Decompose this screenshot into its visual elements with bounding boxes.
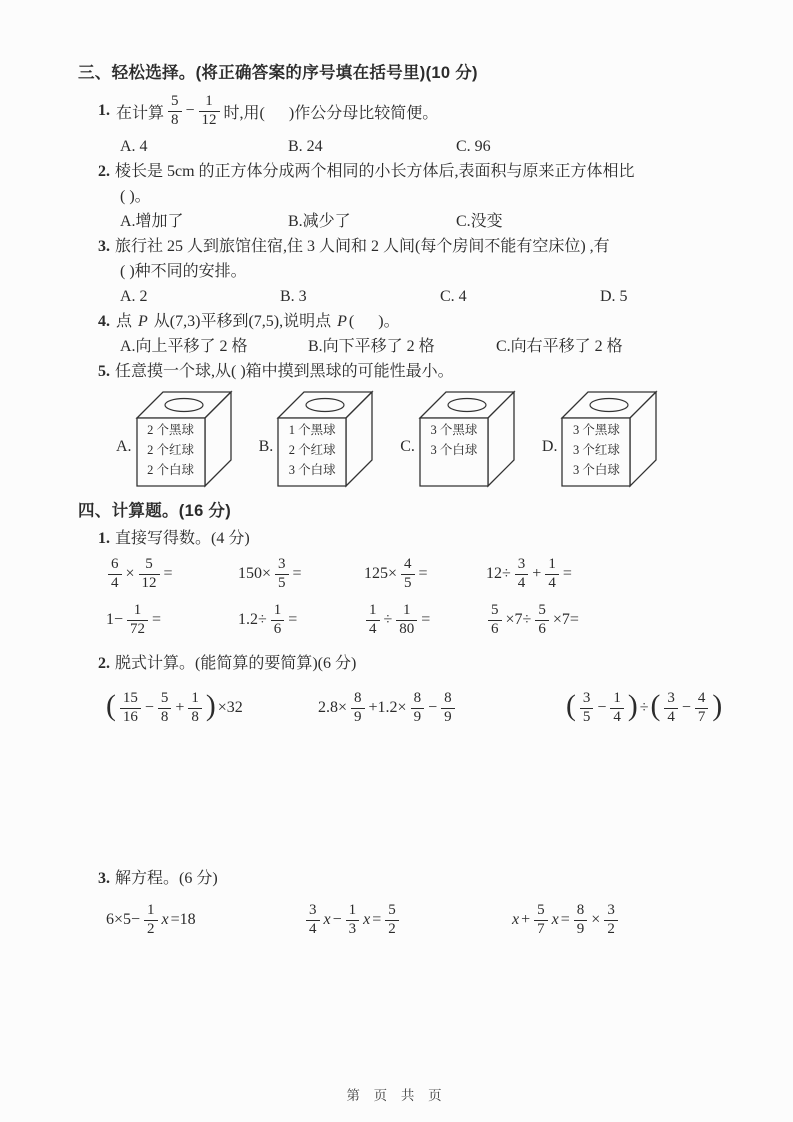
math-fraction: $\frac{1}{6}$ <box>271 603 285 638</box>
q1-option-c: C. 96 <box>456 138 491 155</box>
q2-option-c: C.没变 <box>456 213 503 230</box>
question-2-number: 2. <box>98 163 110 180</box>
question-1-options <box>120 134 739 159</box>
math-text: 从(7,3)平移到(7,5),说明点 <box>149 313 336 330</box>
math-text: ÷ <box>639 699 649 716</box>
math-text: 150× <box>238 565 272 582</box>
sub2-label <box>98 651 739 676</box>
math-text: = <box>421 611 431 628</box>
question-4 <box>98 309 739 334</box>
math-fraction: $\frac{8}{9}$ <box>351 691 365 726</box>
math-fraction: $\frac{3}{4}$ <box>306 903 320 938</box>
math-fraction: $\frac{8}{9}$ <box>574 903 588 938</box>
q1-option-a: A. 4 <box>120 138 148 155</box>
sub3-label <box>98 866 739 891</box>
box-a-line-1: 2 个黑球 <box>147 423 194 437</box>
math-fraction: $\frac{1}{4}$ <box>545 557 559 592</box>
math-fraction: $\frac{3}{4}$ <box>664 691 678 726</box>
math-fraction: $\frac{1}{4}$ <box>366 603 380 638</box>
math-paren: ) <box>627 689 638 722</box>
box-a-drawing <box>135 390 235 488</box>
math-fraction: $\frac{5}{6}$ <box>535 603 549 638</box>
math-fraction: $\frac{8}{9}$ <box>441 691 455 726</box>
box-d-line-3: 3 个白球 <box>573 463 620 477</box>
math-text: − <box>332 911 342 928</box>
sub1-label <box>98 526 739 551</box>
question-2-blank: ( )。 <box>120 188 151 205</box>
q3-option-a: A. 2 <box>120 288 148 305</box>
math-text: = <box>562 565 572 582</box>
math-text: 6×5− <box>106 911 141 928</box>
calc-expr-1-4 <box>485 557 573 592</box>
question-3-text: 旅行社 25 人到旅馆住宿,住 3 人间和 2 人间(每个房间不能有空床位) ,有 <box>115 238 610 255</box>
math-variable: P <box>138 313 148 330</box>
math-text: ×32 <box>217 699 243 716</box>
equation-3 <box>511 903 621 938</box>
section4-heading: 四、计算题。(16 分) <box>78 502 232 520</box>
box-c-drawing <box>418 390 518 488</box>
math-text: = <box>152 611 162 628</box>
math-text: 在计算 <box>116 104 165 122</box>
question-3-blank: ( )种不同的安排。 <box>120 263 247 280</box>
equation-row <box>105 895 739 945</box>
math-text: − <box>144 699 154 716</box>
question-2-options <box>120 209 739 234</box>
q4-option-b: B.向下平移了 2 格 <box>308 338 435 355</box>
stepwise-expr-1 <box>105 691 317 726</box>
math-variable: x <box>512 911 520 928</box>
question-2-text: 棱长是 5cm 的正方体分成两个相同的小长方体后,表面积与原来正方体相比 <box>115 163 635 180</box>
q2-option-b: B.减少了 <box>288 213 351 230</box>
math-text: +1.2× <box>368 699 407 716</box>
math-text: + <box>532 565 542 582</box>
math-text: − <box>185 102 195 119</box>
math-text: + <box>521 911 531 928</box>
math-paren: ) <box>712 689 723 722</box>
q4-option-a: A.向上平移了 2 格 <box>120 338 248 355</box>
math-fraction: $\frac{1}{72}$ <box>127 603 148 638</box>
q1-option-b: B. 24 <box>288 138 323 155</box>
question-2 <box>98 159 739 184</box>
math-text: = <box>372 911 382 928</box>
math-text: = <box>292 565 302 582</box>
math-text: = <box>288 611 298 628</box>
question-3-options <box>120 284 739 309</box>
sub2-number: 2. <box>98 655 110 672</box>
math-text: 12÷ <box>486 565 511 582</box>
box-b-line-3: 3 个白球 <box>288 463 336 477</box>
q3-option-b: B. 3 <box>280 288 307 305</box>
math-paren: ( <box>566 689 576 722</box>
box-c-label: C. <box>400 438 415 455</box>
equation-2 <box>303 903 511 938</box>
math-fraction: $\frac{15}{16}$ <box>120 691 141 726</box>
math-fraction: $\frac{5}{8}$ <box>168 94 182 129</box>
math-fraction: $\frac{3}{5}$ <box>275 557 289 592</box>
stepwise-expr-3 <box>565 691 723 726</box>
math-text: ×7= <box>552 611 579 628</box>
equation-1 <box>105 903 303 938</box>
math-fraction: $\frac{1}{8}$ <box>188 691 202 726</box>
ball-box-b <box>259 390 377 492</box>
math-text: = <box>560 911 570 928</box>
box-b-label: B. <box>258 438 274 455</box>
box-c-line-2: 3 个白球 <box>430 443 478 457</box>
math-variable: P <box>337 313 347 330</box>
math-variable: x <box>551 911 559 928</box>
box-b-contents <box>279 420 345 480</box>
box-d-label: D. <box>541 438 558 455</box>
question-4-text <box>115 313 401 330</box>
sub3-number: 3. <box>98 870 110 887</box>
math-text: 1.2÷ <box>238 611 267 628</box>
math-fraction: $\frac{1}{3}$ <box>346 903 360 938</box>
question-1-number: 1. <box>98 102 110 119</box>
math-text: 1− <box>106 611 124 628</box>
math-fraction: $\frac{3}{4}$ <box>515 557 529 592</box>
box-d-contents <box>563 420 629 480</box>
math-fraction: $\frac{8}{9}$ <box>411 691 425 726</box>
box-b-line-1: 1 个黑球 <box>288 423 336 437</box>
page-footer: 第 页 共 页 <box>346 1088 447 1103</box>
question-5 <box>98 359 739 384</box>
math-fraction: $\frac{5}{8}$ <box>158 691 172 726</box>
sub1-number: 1. <box>98 530 110 547</box>
math-text: ( )。 <box>348 313 400 330</box>
math-variable: x <box>363 911 371 928</box>
stepwise-expr-2 <box>317 691 565 726</box>
math-fraction: $\frac{3}{5}$ <box>580 691 594 726</box>
math-fraction: $\frac{6}{4}$ <box>108 557 122 592</box>
math-text: 点 <box>116 313 137 330</box>
box-a-contents <box>138 420 204 480</box>
math-fraction: $\frac{1}{80}$ <box>396 603 417 638</box>
calc-row-2 <box>105 597 739 643</box>
math-text: =18 <box>170 911 196 928</box>
ball-box-a <box>116 390 235 492</box>
q3-option-d: D. 5 <box>600 288 628 305</box>
question-1-text <box>115 94 439 129</box>
box-c-contents <box>421 420 487 460</box>
calc-expr-2-1 <box>105 603 237 638</box>
math-text: − <box>681 699 691 716</box>
question-5-ball-boxes <box>116 390 739 492</box>
math-text: ÷ <box>383 611 393 628</box>
box-a-label: A. <box>116 438 132 455</box>
math-text: × <box>591 911 601 928</box>
question-5-text: 任意摸一个球,从( )箱中摸到黑球的可能性最小。 <box>115 363 454 380</box>
section3-heading: 三、轻松选择。(将正确答案的序号填在括号里)(10 分) <box>78 64 478 82</box>
math-text: 2.8× <box>318 699 348 716</box>
question-3 <box>98 234 739 259</box>
sub3-title: 解方程。(6 分) <box>115 870 218 887</box>
math-fraction: $\frac{1}{4}$ <box>610 691 624 726</box>
math-fraction: $\frac{5}{7}$ <box>534 903 548 938</box>
math-fraction: $\frac{1}{2}$ <box>144 903 158 938</box>
question-4-options <box>120 334 739 359</box>
q3-option-c: C. 4 <box>440 288 467 305</box>
sub2-title: 脱式计算。(能简算的要简算)(6 分) <box>115 655 357 672</box>
calc-expr-1-3 <box>363 557 485 592</box>
math-fraction: $\frac{3}{2}$ <box>604 903 618 938</box>
box-d-line-2: 3 个红球 <box>573 443 620 457</box>
calc-expr-1-1 <box>105 557 237 592</box>
box-d-line-1: 3 个黑球 <box>573 423 620 437</box>
box-c-line-1: 3 个黑球 <box>430 423 478 437</box>
math-fraction: $\frac{4}{7}$ <box>695 691 709 726</box>
math-text: ×7÷ <box>505 611 532 628</box>
math-paren: ) <box>205 689 216 722</box>
calc-row-1 <box>105 551 739 597</box>
box-a-line-2: 2 个红球 <box>147 443 194 457</box>
calc-expr-1-2 <box>237 557 363 592</box>
calc-expr-2-4 <box>485 603 580 638</box>
math-paren: ( <box>106 689 116 722</box>
box-a-line-3: 2 个白球 <box>147 463 194 477</box>
math-text: + <box>175 699 185 716</box>
question-3-number: 3. <box>98 238 110 255</box>
stepwise-row <box>105 682 739 734</box>
math-variable: x <box>161 911 169 928</box>
sub1-title: 直接写得数。(4 分) <box>115 530 250 547</box>
question-4-number: 4. <box>98 313 110 330</box>
q2-option-a: A.增加了 <box>120 213 184 230</box>
math-variable: x <box>323 911 331 928</box>
math-text: − <box>597 699 607 716</box>
question-1 <box>98 88 739 134</box>
math-text: 时,用( )作公分母比较简便。 <box>223 104 439 122</box>
box-d-drawing <box>560 390 660 488</box>
math-text: − <box>428 699 438 716</box>
math-fraction: $\frac{4}{5}$ <box>401 557 415 592</box>
calc-expr-2-2 <box>237 603 363 638</box>
math-text: = <box>418 565 428 582</box>
box-b-line-2: 2 个红球 <box>288 443 336 457</box>
ball-box-d <box>542 390 661 492</box>
math-text: = <box>163 565 173 582</box>
calc-expr-2-3 <box>363 603 485 638</box>
math-text: 125× <box>364 565 398 582</box>
math-paren: ( <box>650 689 661 722</box>
ball-box-c <box>400 390 518 492</box>
math-fraction: $\frac{5}{2}$ <box>385 903 399 938</box>
math-fraction: $\frac{5}{12}$ <box>139 557 160 592</box>
question-5-number: 5. <box>98 363 110 380</box>
box-b-drawing <box>276 390 376 488</box>
math-fraction: $\frac{5}{6}$ <box>488 603 502 638</box>
math-text: × <box>125 565 135 582</box>
q4-option-c: C.向右平移了 2 格 <box>496 338 623 355</box>
math-fraction: $\frac{1}{12}$ <box>199 94 220 129</box>
